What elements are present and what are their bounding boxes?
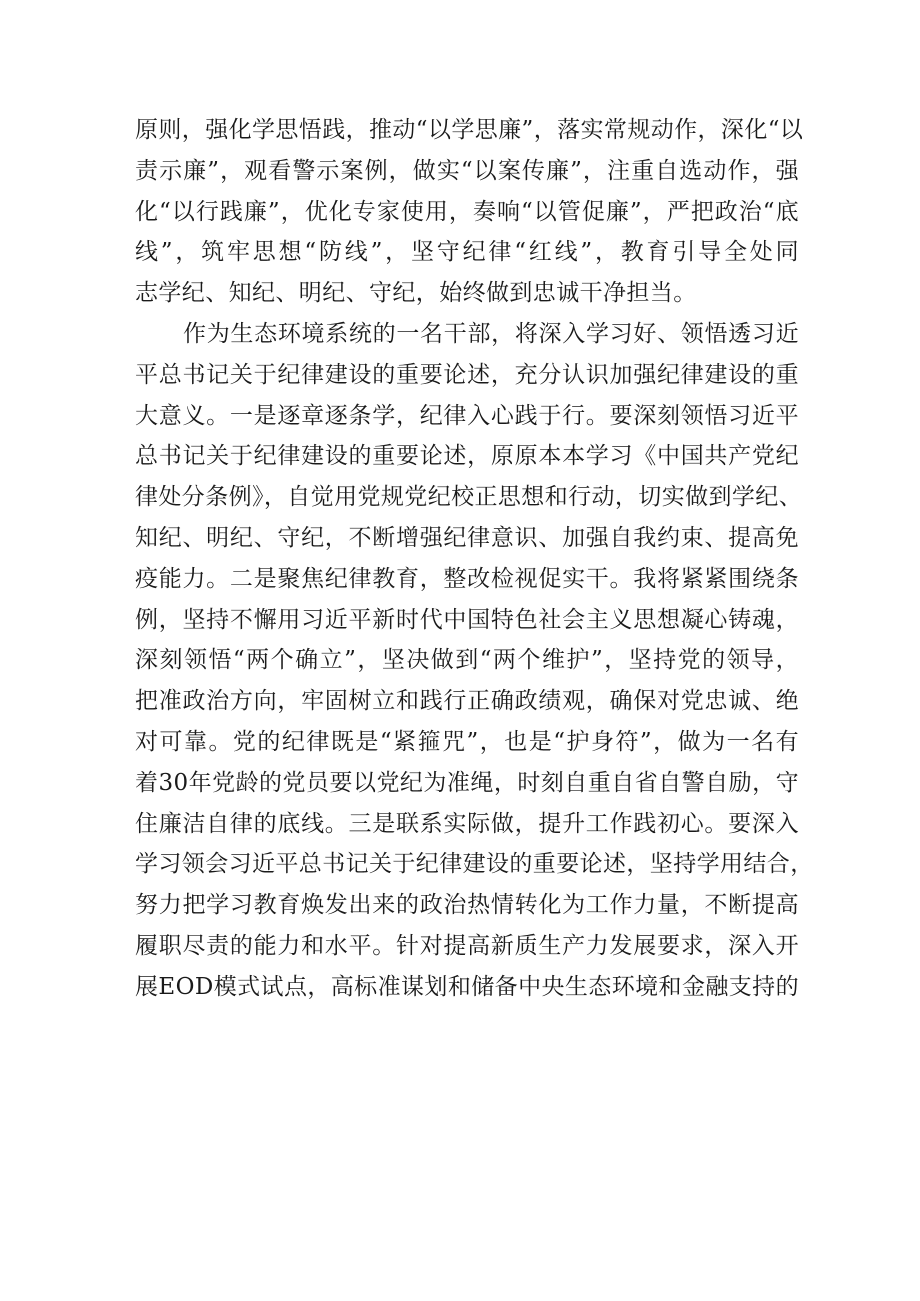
text-line: 把准政治方向，牢固树立和践行正确政绩观，确保对党忠诚、绝 <box>135 688 799 715</box>
text-line: 履职尽责的能力和水平。针对提高新质生产力发展要求，深入开 <box>135 932 799 959</box>
text-line: 努力把学习教育焕发出来的政治热情转化为工作力量，不断提高 <box>135 892 799 919</box>
text-line: 化“以行践廉”，优化专家使用，奏响“以管促廉”，严把政治“底 <box>135 198 799 225</box>
text-line: 对可靠。党的纪律既是“紧箍咒”，也是“护身符”，做为一名有 <box>135 728 799 755</box>
paragraph-2 <box>135 314 814 1008</box>
text-line: 疫能力。二是聚焦纪律教育，整改检视促实干。我将紧紧围绕条 <box>135 565 799 592</box>
text-line: 展EOD模式试点，高标准谋划和储备中央生态环境和金融支持的 <box>135 973 799 1000</box>
text-line: 作为生态环境系统的一名干部，将深入学习好、领悟透习近 <box>183 320 799 347</box>
text-line: 学习领会习近平总书记关于纪律建设的重要论述，坚持学用结合， <box>135 851 814 878</box>
text-line: 知纪、明纪、守纪，不断增强纪律意识、加强自我约束、提高免 <box>135 524 799 551</box>
text-line: 例，坚持不懈用习近平新时代中国特色社会主义思想凝心铸魂， <box>135 606 799 633</box>
text-line: 责示廉”，观看警示案例，做实“以案传廉”，注重自选动作，强 <box>135 157 799 184</box>
text-line: 总书记关于纪律建设的重要论述，原原本本学习《中国共产党纪 <box>135 443 799 470</box>
text-line: 深刻领悟“两个确立”，坚决做到“两个维护”，坚持党的领导， <box>135 647 799 674</box>
paragraph-1 <box>135 110 804 314</box>
text-line: 原则，强化学思悟践，推动“以学思廉”，落实常规动作，深化“以 <box>135 117 804 143</box>
text-line: 志学纪、知纪、明纪、守纪，始终做到忠诚干净担当。 <box>135 280 697 307</box>
text-line: 线”，筑牢思想“防线”，坚守纪律“红线”，教育引导全处同 <box>135 239 799 266</box>
text-line: 着30年党龄的党员要以党纪为准绳，时刻自重自省自警自励，守 <box>135 769 799 796</box>
document-body <box>135 110 814 1008</box>
text-line: 律处分条例》，自觉用党规党纪校正思想和行动，切实做到学纪、 <box>135 484 803 511</box>
text-line: 平总书记关于纪律建设的重要论述，充分认识加强纪律建设的重 <box>135 361 799 388</box>
text-line: 住廉洁自律的底线。三是联系实际做，提升工作践初心。要深入 <box>135 810 799 837</box>
text-line: 大意义。一是逐章逐条学，纪律入心践于行。要深刻领悟习近平 <box>135 402 799 429</box>
